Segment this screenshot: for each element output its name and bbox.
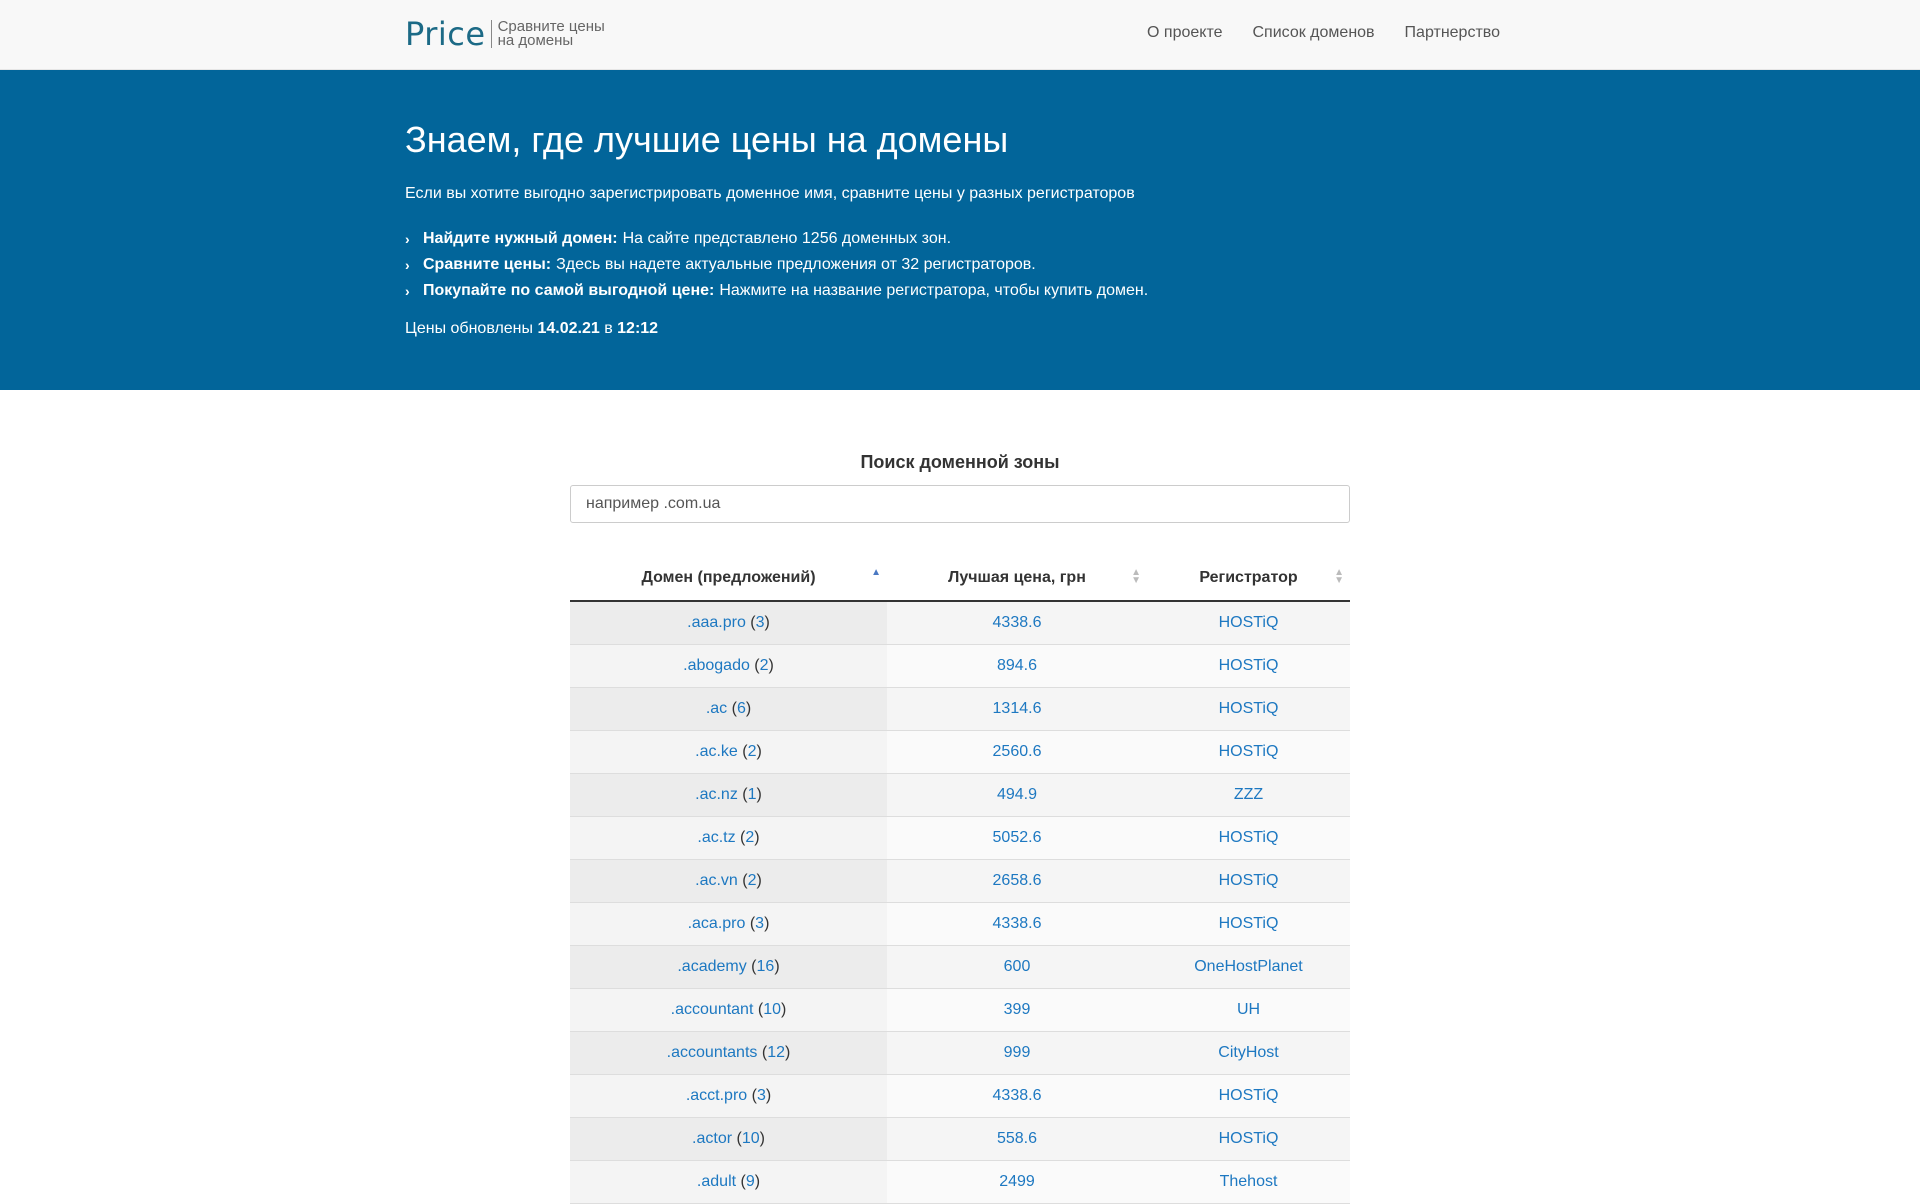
table-header-row <box>570 556 1350 601</box>
cell-domain: .acct.pro (3) <box>570 1074 887 1117</box>
price-link[interactable]: 494.9 <box>996 785 1038 803</box>
hero-bullet-text: Нажмите на название регистратора, чтобы купить домен. <box>719 282 1149 299</box>
offers-link[interactable]: 2 <box>745 828 755 846</box>
cell-registrar <box>1147 816 1350 859</box>
domain-search <box>570 452 1350 523</box>
cell-price <box>887 1117 1147 1160</box>
logo-tagline <box>498 20 605 48</box>
table-row <box>570 1160 1350 1203</box>
registrar-link[interactable]: OneHostPlanet <box>1194 957 1303 975</box>
sort-icon[interactable]: ▲ ▼ <box>1334 567 1344 586</box>
offers-link[interactable]: 9 <box>745 1172 755 1190</box>
hero-bullet <box>405 226 1148 252</box>
price-link[interactable]: 2560.6 <box>992 742 1042 760</box>
table-row <box>570 902 1350 945</box>
th-domain-label: Домен (предложений) <box>641 569 816 586</box>
cell-domain: .aaa.pro (3) <box>570 601 887 644</box>
cell-price <box>887 1074 1147 1117</box>
hero-bullet <box>405 252 1148 278</box>
domain-link[interactable]: .ac.vn <box>695 871 738 889</box>
domain-link[interactable]: .accountants <box>666 1043 758 1061</box>
registrar-link[interactable]: HOSTiQ <box>1218 828 1279 846</box>
cell-registrar <box>1147 945 1350 988</box>
nav-link-domain-list[interactable]: Список доменов <box>1252 24 1375 41</box>
cell-domain: .abogado (2) <box>570 644 887 687</box>
offers-link[interactable]: 12 <box>767 1043 785 1061</box>
cell-price <box>887 945 1147 988</box>
table-row <box>570 773 1350 816</box>
domain-link[interactable]: .abogado <box>683 656 750 674</box>
offers-link[interactable]: 1 <box>747 785 757 803</box>
price-link[interactable]: 894.6 <box>996 656 1038 674</box>
offers-link[interactable]: 16 <box>756 957 775 975</box>
logo-wordmark: Price <box>405 15 486 53</box>
cell-price <box>887 687 1147 730</box>
registrar-link[interactable]: HOSTiQ <box>1218 914 1279 932</box>
table-row <box>570 644 1350 687</box>
updated-prefix: Цены обновлены <box>405 320 534 337</box>
table-row <box>570 1117 1350 1160</box>
cell-registrar <box>1147 859 1350 902</box>
domain-link[interactable]: .ac.nz <box>695 785 738 803</box>
table-row <box>570 730 1350 773</box>
table-row <box>570 945 1350 988</box>
cell-registrar <box>1147 773 1350 816</box>
price-link[interactable]: 2499 <box>999 1172 1035 1190</box>
table-row <box>570 601 1350 644</box>
table-row <box>570 1031 1350 1074</box>
hero-bullets <box>405 226 1148 304</box>
sort-icon[interactable]: ▲ ▼ <box>1131 567 1141 586</box>
cell-domain: .ac (6) <box>570 687 887 730</box>
cell-price <box>887 988 1147 1031</box>
logo-tagline-line1: Сравните цены <box>497 18 605 35</box>
registrar-link[interactable]: HOSTiQ <box>1218 656 1279 674</box>
domains-table <box>570 556 1350 1204</box>
cell-price <box>887 859 1147 902</box>
cell-domain: .actor (10) <box>570 1117 887 1160</box>
hero-bullet-bold: Найдите нужный домен: <box>423 230 618 247</box>
sort-ascending-icon[interactable]: ▲ <box>871 567 881 578</box>
price-link[interactable]: 399 <box>1003 1000 1031 1018</box>
registrar-link[interactable]: HOSTiQ <box>1218 1129 1279 1147</box>
nav-link-about[interactable]: О проекте <box>1147 24 1223 41</box>
updated-time: 12:12 <box>617 320 659 337</box>
th-domain[interactable] <box>570 556 887 601</box>
domain-link[interactable]: .ac.tz <box>697 828 736 846</box>
price-link[interactable]: 600 <box>1003 957 1031 975</box>
chevron-right-icon: › <box>405 231 410 247</box>
cell-registrar <box>1147 601 1350 644</box>
table-row <box>570 988 1350 1031</box>
price-link[interactable]: 4338.6 <box>992 914 1042 932</box>
cell-price <box>887 902 1147 945</box>
cell-registrar <box>1147 1074 1350 1117</box>
domain-link[interactable]: .adult <box>696 1172 737 1190</box>
cell-price <box>887 1160 1147 1203</box>
search-input[interactable] <box>570 485 1350 523</box>
registrar-link[interactable]: HOSTiQ <box>1218 1086 1279 1104</box>
domain-link[interactable]: .ac <box>705 699 728 717</box>
domain-link[interactable]: .accountant <box>670 1000 754 1018</box>
offers-link[interactable]: 2 <box>747 871 757 889</box>
cell-registrar <box>1147 902 1350 945</box>
cell-registrar <box>1147 1160 1350 1203</box>
cell-registrar <box>1147 988 1350 1031</box>
cell-registrar <box>1147 644 1350 687</box>
cell-domain: .ac.vn (2) <box>570 859 887 902</box>
price-link[interactable]: 1314.6 <box>992 699 1042 717</box>
cell-domain: .aca.pro (3) <box>570 902 887 945</box>
th-best-price-label: Лучшая цена, грн <box>948 569 1086 586</box>
offers-link[interactable]: 10 <box>763 1000 781 1018</box>
cell-domain: .academy (16) <box>570 945 887 988</box>
offers-link[interactable]: 2 <box>759 656 769 674</box>
chevron-right-icon: › <box>405 283 410 299</box>
cell-domain: .ac.nz (1) <box>570 773 887 816</box>
cell-domain: .accountant (10) <box>570 988 887 1031</box>
site-logo[interactable] <box>405 14 605 54</box>
table-row <box>570 859 1350 902</box>
th-best-price[interactable] <box>887 556 1147 601</box>
offers-link[interactable]: 3 <box>755 613 765 631</box>
price-link[interactable]: 5052.6 <box>992 828 1042 846</box>
offers-link[interactable]: 10 <box>741 1129 760 1147</box>
registrar-link[interactable]: HOSTiQ <box>1218 613 1279 631</box>
hero-title: Знаем, где лучшие цены на домены <box>405 119 1009 160</box>
registrar-link[interactable]: HOSTiQ <box>1218 871 1279 889</box>
domain-link[interactable]: .acct.pro <box>685 1086 748 1104</box>
price-link[interactable]: 2658.6 <box>992 871 1042 889</box>
table-row <box>570 687 1350 730</box>
cell-domain: .accountants (12) <box>570 1031 887 1074</box>
prices-updated <box>405 320 1148 338</box>
cell-registrar <box>1147 730 1350 773</box>
top-navbar <box>0 0 1920 70</box>
updated-date: 14.02.21 <box>537 320 600 337</box>
registrar-link[interactable]: ZZZ <box>1233 785 1264 803</box>
registrar-link[interactable]: Thehost <box>1219 1172 1278 1190</box>
cell-price <box>887 1031 1147 1074</box>
hero-banner <box>0 70 1920 390</box>
domain-link[interactable]: .aaa.pro <box>687 613 746 631</box>
registrar-link[interactable]: CityHost <box>1218 1043 1279 1061</box>
main-nav <box>1147 24 1500 42</box>
price-link[interactable]: 999 <box>1003 1043 1031 1061</box>
cell-registrar <box>1147 1117 1350 1160</box>
price-link[interactable]: 4338.6 <box>992 1086 1042 1104</box>
cell-registrar <box>1147 1031 1350 1074</box>
table-row <box>570 816 1350 859</box>
price-link[interactable]: 4338.6 <box>992 613 1042 631</box>
cell-price <box>887 644 1147 687</box>
cell-price <box>887 601 1147 644</box>
price-link[interactable]: 558.6 <box>996 1129 1038 1147</box>
domain-link[interactable]: .ac.ke <box>695 742 738 760</box>
domain-link[interactable]: .academy <box>677 957 747 975</box>
search-title: Поиск доменной зоны <box>860 452 1060 472</box>
hero-bullet <box>405 278 1148 304</box>
hero-bullet-bold: Сравните цены: <box>423 256 552 273</box>
hero-bullet-text: Здесь вы надете актуальные предложения от 32 регистраторов. <box>556 256 1036 273</box>
th-registrar[interactable] <box>1147 556 1350 601</box>
hero-bullet-bold: Покупайте по самой выгодной цене: <box>423 282 715 299</box>
logo-divider <box>491 20 492 48</box>
domain-link[interactable]: .aca.pro <box>687 914 746 932</box>
hero-bullet-text: На сайте представлено 1256 доменных зон. <box>622 230 952 247</box>
registrar-link[interactable]: HOSTiQ <box>1218 699 1279 717</box>
cell-registrar <box>1147 687 1350 730</box>
domain-link[interactable]: .actor <box>692 1129 733 1147</box>
cell-price <box>887 730 1147 773</box>
offers-link[interactable]: 6 <box>736 699 746 717</box>
registrar-link[interactable]: UH <box>1236 1000 1261 1018</box>
chevron-right-icon: › <box>405 257 410 273</box>
cell-domain: .ac.ke (2) <box>570 730 887 773</box>
cell-domain: .ac.tz (2) <box>570 816 887 859</box>
cell-price <box>887 773 1147 816</box>
logo-tagline-line2: на домены <box>497 32 574 49</box>
nav-link-partnership[interactable]: Партнерство <box>1404 24 1500 41</box>
offers-link[interactable]: 3 <box>755 914 765 932</box>
cell-domain: .adult (9) <box>570 1160 887 1203</box>
th-registrar-label: Регистратор <box>1199 569 1298 586</box>
updated-mid: в <box>604 320 613 337</box>
offers-link[interactable]: 3 <box>756 1086 766 1104</box>
offers-link[interactable]: 2 <box>747 742 757 760</box>
cell-price <box>887 816 1147 859</box>
table-body <box>570 601 1350 1203</box>
hero-lead: Если вы хотите выгодно зарегистрировать доменное имя, сравните цены у разных регистраторов <box>405 185 1135 202</box>
registrar-link[interactable]: HOSTiQ <box>1218 742 1279 760</box>
table-row <box>570 1074 1350 1117</box>
